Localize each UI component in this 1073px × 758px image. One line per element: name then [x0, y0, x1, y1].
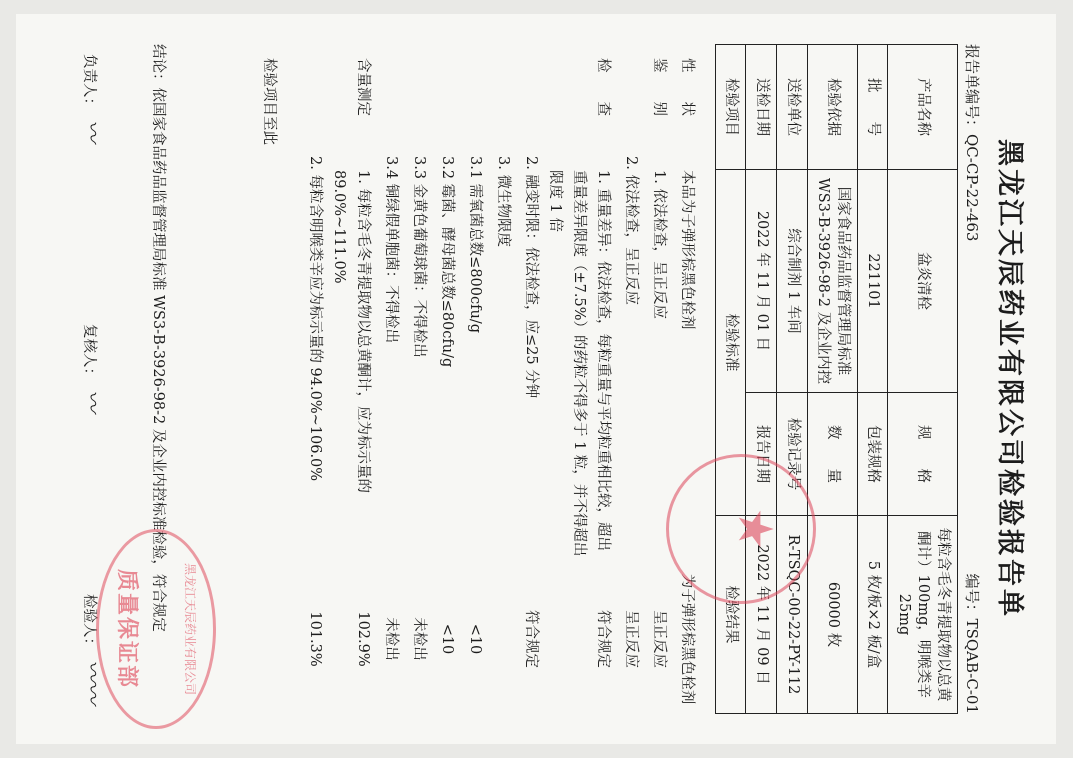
inspector-label: 检验人：: [80, 593, 97, 652]
pack-value: 5 枚/板×2 板/盒: [857, 516, 888, 714]
report-header-line: [962, 44, 983, 714]
record-label: 检验记录号: [777, 393, 808, 516]
section-identify: 鉴 别: [650, 58, 667, 116]
stamp-department: 质量保证部: [114, 568, 140, 689]
item-row: [327, 44, 375, 714]
item-result: 符合规定: [594, 610, 611, 668]
item-result: 101.3%: [306, 611, 323, 667]
item-result: 102.9%: [354, 611, 371, 667]
item-text: 3.3 金黄色葡萄球菌：不得检出: [410, 156, 427, 358]
inspection-body: [299, 44, 699, 714]
record-value: R-TSQC-00-22-PY-112: [777, 516, 808, 714]
pack-label: 包装规格: [857, 393, 888, 516]
end-note: 检验项目至此: [260, 58, 277, 145]
item-text: 1. 重量差异：依法检查，每粒重量与平均粒重相比较，超出重量差异限度（±7.5%）的药粒不得多于 1 粒，并不得超出限度 1 倍: [546, 170, 611, 557]
reviewer-label: 复核人：: [80, 323, 97, 382]
item-row: [403, 44, 431, 714]
standard-header: 检验标准: [715, 170, 746, 516]
item-row: [515, 44, 543, 714]
item-text: 2. 依法检查，呈正反应: [622, 156, 639, 305]
item-text: 本品为子弹形棕黑色栓剂: [678, 170, 695, 330]
quantity-label: 数 量: [807, 393, 857, 516]
item-row: [671, 44, 699, 714]
item-row: [643, 44, 671, 714]
product-name-label: 产品名称: [888, 45, 958, 170]
section-check: 检 查: [594, 58, 611, 116]
report-date-value: 2022 年 11 月 09 日: [746, 516, 777, 714]
report-sheet: [16, 14, 1056, 744]
section-content: 含量测定: [354, 58, 371, 116]
item-header: 检验项目: [715, 45, 746, 170]
item-row: [543, 44, 615, 714]
spec-value: 每粒含毛冬青提取物以总黄酮计）100mg，明喉类辛 25mg: [888, 516, 958, 714]
info-table: [715, 44, 958, 714]
result-header: 检验结果: [715, 516, 746, 714]
report-date-label: 报告日期: [746, 393, 777, 516]
item-result: 符合规定: [522, 610, 539, 668]
item-text: 3.4 铜绿假单胞菌：不得检出: [382, 156, 399, 344]
item-result: 呈正反应: [622, 610, 639, 668]
report-number: 报告单编号：QC-CP-22-463: [963, 44, 981, 242]
batch-label: 批 号: [857, 45, 888, 170]
reviewer-signature: [78, 324, 109, 412]
item-text: 3.1 需氧菌总数≤800cfu/g: [466, 156, 483, 333]
product-name-value: 盆炎清栓: [888, 170, 958, 393]
item-result: 未检出: [410, 617, 427, 661]
spec-label: 规 格: [888, 393, 958, 516]
item-result: <10: [466, 623, 483, 655]
oval-department-stamp: [96, 529, 216, 729]
item-text: 2. 融变时限：依法检查，应≤25 分钟: [522, 156, 539, 399]
item-text: 3. 微生物限度: [494, 156, 511, 247]
conclusion: 结论：依国家食品药品监督管理局标准 WS3-B-3926-98-2 及企业内控标准检验，符合规定: [149, 44, 166, 632]
responsible-label: 负责人：: [80, 54, 97, 112]
item-result: <10: [438, 623, 455, 655]
handwritten-signature: 〰: [78, 120, 104, 143]
date-value: 2022 年 11 月 01 日: [746, 170, 777, 393]
item-row: [487, 44, 515, 714]
item-text: 2. 每粒含明喉类辛应为标示量的 94.0%~106.0%: [306, 156, 323, 482]
item-result: 未检出: [382, 617, 399, 661]
item-text: 3.2 霉菌、酵母菌总数≤80cfu/g: [438, 156, 455, 368]
item-row: [459, 44, 487, 714]
responsible-signature: [78, 54, 109, 142]
handwritten-signature: 〰: [78, 389, 104, 412]
quantity-value: 60000 枚: [807, 516, 857, 714]
basis-value: 国家食品药品监督管理局标准 WS3-B-3926-98-2 及企业内控: [807, 170, 857, 393]
round-quality-stamp: [666, 454, 816, 604]
star-icon: ★: [727, 507, 783, 551]
basis-label: 检验依据: [807, 45, 857, 170]
item-row: [299, 44, 327, 714]
batch-value: 221101: [857, 170, 888, 393]
item-row: [431, 44, 459, 714]
unit-label: 送检单位: [777, 45, 808, 170]
stamp-company: 黑龙江天辰药业有限公司: [183, 562, 197, 695]
item-text: 1. 每粒含毛冬青提取物以总黄酮计，应为标示量的 89.0%~111.0%: [330, 170, 371, 493]
item-result: 呈正反应: [650, 610, 667, 668]
report-title: 黑龙江天辰药业有限公司检验报告单: [994, 139, 1025, 619]
item-row: [375, 44, 403, 714]
inspection-items: [299, 44, 699, 714]
document-code: 编号：TSQAB-C-01: [963, 573, 981, 714]
unit-value: 综合制剂 1 车间: [777, 170, 808, 393]
section-character: 性 状: [678, 58, 695, 116]
item-row: [615, 44, 643, 714]
handwritten-signature: 〰〰: [78, 659, 104, 704]
item-result: 为子弹形棕黑色栓剂: [678, 573, 695, 705]
item-text: 1. 依法检查，呈正反应: [650, 170, 667, 319]
date-label: 送检日期: [746, 45, 777, 170]
